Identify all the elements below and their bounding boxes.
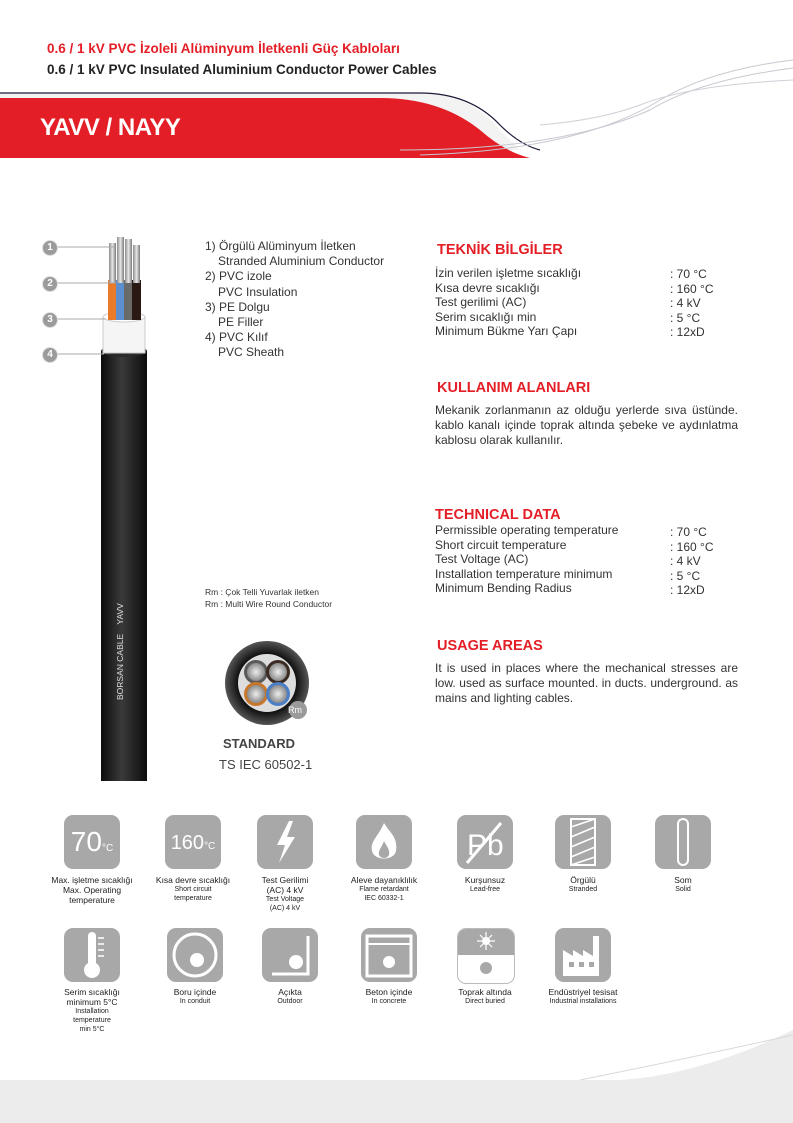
badge-unit: °C: [101, 843, 114, 854]
spec-label: Short circuit temperature: [435, 537, 567, 552]
icon-label: [334, 875, 434, 903]
icon-label-sub: Test Voltage: [265, 896, 305, 904]
outdoor-icon: [262, 928, 318, 982]
icon-label-sub: Industrial installations: [549, 998, 617, 1006]
icon-label-sub: In conduit: [179, 998, 211, 1006]
icon-label: [633, 875, 733, 894]
flame-icon: [356, 815, 412, 869]
icon-label-tr: Endüstriyel tesisat: [548, 987, 618, 997]
teknik-values: [670, 267, 714, 340]
spec-label: Permissible operating temperature: [435, 523, 619, 537]
icon-label: [533, 987, 633, 1006]
teknik-title: TEKNİK BİLGİLER: [437, 242, 563, 258]
solid-icon: [655, 815, 711, 869]
callout-3: 3: [42, 312, 58, 328]
icon-label-sub: IEC 60332-1: [364, 895, 404, 903]
icon-label-sub: Stranded: [568, 886, 598, 894]
spec-value: : 5 °C: [670, 310, 701, 325]
callout-1: 1: [42, 240, 58, 256]
construction-item-en: PVC Insulation: [218, 284, 298, 299]
spec-value: : 4 kV: [670, 554, 701, 569]
construction-list: [205, 239, 384, 361]
lightning-icon: [257, 815, 313, 869]
icon-label-tr: Toprak altında: [458, 987, 512, 997]
icon-label-sub: Solid: [675, 886, 691, 894]
spec-label: Kısa devre sıcaklığı: [435, 280, 540, 295]
spec-label: İzin verilen işletme sıcaklığı: [435, 266, 582, 280]
badge-value: 160: [170, 832, 205, 854]
teknik-labels: [435, 266, 581, 339]
construction-item: 4) PVC Kılıf: [205, 330, 268, 345]
construction-item: 1) Örgülü Alüminyum İletken: [205, 239, 356, 253]
temperature-70-icon: [64, 815, 120, 869]
icon-label-sub: temperature: [69, 895, 115, 906]
icon-label: [42, 875, 142, 906]
icon-label: [145, 987, 245, 1006]
footer-decoration: [0, 1030, 793, 1123]
icon-label: [235, 875, 335, 913]
callout-2: 2: [42, 276, 58, 292]
kullanim-text: Mekanik zorlanmanın az olduğu yerlerde sıva üstünde. kablo kanalı içinde toprak altında şebeke ve aydınlatma kablosu olarak kullanılır.: [435, 403, 738, 447]
spec-value: : 160 °C: [670, 539, 714, 554]
construction-item-en: Stranded Aluminium Conductor: [218, 254, 385, 269]
icon-label-tr: Kısa devre sıcaklığı: [155, 875, 231, 885]
icon-label-sub: Installation: [75, 1008, 109, 1016]
rm-note: [205, 587, 332, 610]
spec-label: Test Voltage (AC): [435, 552, 529, 567]
icon-label-tr: Serim sıcaklığı: [64, 987, 120, 997]
direct-buried-icon: [457, 928, 515, 984]
icon-label-sub: minimum 5°C: [66, 997, 118, 1008]
icon-label-tr: Aleve dayanıklılık: [350, 875, 418, 885]
spec-label: Minimum Bükme Yarı Çapı: [435, 324, 578, 339]
concrete-icon: [361, 928, 417, 982]
header-decoration: [0, 0, 793, 200]
kullanim-title: KULLANIM ALANLARI: [437, 380, 591, 396]
icon-label-tr: Test Gerilimi: [261, 875, 309, 885]
spec-label: Serim sıcaklığı min: [435, 309, 537, 324]
badge-unit: °C: [204, 841, 216, 852]
icon-label-sub: (AC) 4 kV: [266, 885, 304, 896]
technical-values: [670, 525, 714, 598]
spec-value: : 70 °C: [670, 267, 707, 281]
spec-value: : 4 kV: [670, 296, 701, 311]
standard-value: TS IEC 60502-1: [219, 757, 313, 772]
construction-item-en: PE Filler: [218, 315, 264, 330]
icon-label: [240, 987, 340, 1006]
thermometer-icon: [64, 928, 120, 982]
title-turkish: 0.6 / 1 kV PVC İzoleli Alüminyum İletkenli Güç Kabloları: [47, 41, 400, 56]
icon-label-sub: temperature: [73, 1017, 111, 1025]
title-english: 0.6 / 1 kV PVC Insulated Aluminium Conductor Power Cables: [47, 62, 437, 77]
technical-labels: [435, 523, 618, 596]
industrial-icon: [555, 928, 611, 982]
construction-item: 3) PE Dolgu: [205, 299, 270, 314]
icon-label-tr: Som: [674, 875, 692, 885]
usage-text: It is used in places where the mechanical stresses are low. used as surface mounted. in ducts. underground. as mains and lighting cables.: [435, 661, 738, 705]
icon-label: [339, 987, 439, 1006]
spec-label: Test gerilimi (AC): [435, 295, 527, 310]
spec-value: : 160 °C: [670, 281, 714, 296]
spec-value: : 12xD: [670, 583, 705, 598]
icon-label: [42, 987, 142, 1034]
stranded-icon: [555, 815, 611, 869]
badge-value: 70: [70, 826, 102, 857]
spec-value: : 12xD: [670, 325, 705, 340]
icon-label-sub: temperature: [174, 895, 212, 903]
callout-4: 4: [42, 347, 58, 363]
icon-label-sub: (AC) 4 kV: [269, 905, 301, 913]
icon-label-tr: Max. işletme sıcaklığı: [51, 875, 133, 885]
icon-label-sub: Outdoor: [277, 998, 303, 1006]
svg-text:Pb: Pb: [467, 829, 504, 862]
standard-title: STANDARD: [223, 736, 295, 751]
icon-label: [435, 875, 535, 894]
spec-label: Minimum Bending Radius: [435, 581, 572, 596]
icon-label-sub: Lead-free: [470, 886, 500, 894]
icon-label-sub: Max. Operating: [62, 885, 122, 896]
construction-item-en: PVC Sheath: [218, 345, 285, 360]
spec-label: Installation temperature minimum: [435, 566, 613, 581]
icon-label-tr: Örgülü: [570, 875, 596, 885]
rm-note-tr: Rm : Çok Telli Yuvarlak iletken: [205, 587, 320, 597]
construction-item: 2) PVC izole: [205, 269, 272, 284]
product-code-banner: YAVV / NAYY: [40, 114, 181, 141]
icon-label-tr: Beton içinde: [365, 987, 413, 997]
spec-value: : 5 °C: [670, 568, 701, 583]
spec-value: : 70 °C: [670, 525, 707, 539]
icon-label: [143, 875, 243, 903]
lead-free-icon: [457, 815, 513, 869]
icon-label-tr: Kurşunsuz: [464, 875, 506, 885]
rm-note-en: Rm : Multi Wire Round Conductor: [205, 598, 333, 609]
icon-label-tr: Boru içinde: [173, 987, 217, 997]
icon-label: [533, 875, 633, 894]
usage-title: USAGE AREAS: [437, 638, 543, 654]
icon-label-sub: min 5°C: [79, 1026, 105, 1034]
icon-label: [435, 987, 535, 1006]
cable-illustration: [30, 225, 180, 785]
conduit-icon: [167, 928, 223, 982]
technical-title: TECHNICAL DATA: [435, 507, 561, 523]
icon-label-sub: Direct buried: [465, 998, 505, 1006]
icon-label-sub: In concrete: [371, 998, 407, 1006]
icon-label-tr: Açıkta: [278, 987, 302, 997]
temperature-160-icon: [165, 815, 221, 869]
cross-section-diagram: [220, 640, 320, 730]
rm-badge: Rm: [288, 705, 302, 715]
icon-label-sub: Flame retardant: [359, 886, 409, 894]
cable-print-text: BORSAN CABLE YAVV: [115, 603, 125, 700]
icon-label-sub: Short circuit: [174, 886, 212, 894]
